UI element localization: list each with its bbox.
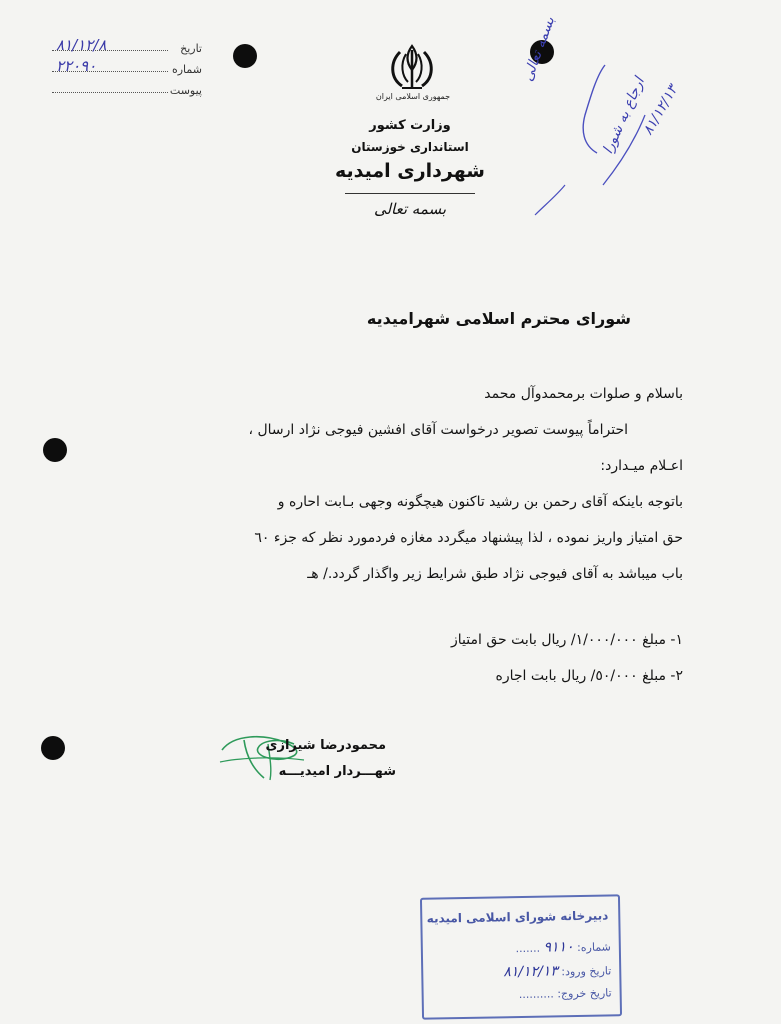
stamp-entry-label: تاریخ ورود: <box>561 964 612 979</box>
emblem-caption: جمهوری اسلامی ایران <box>375 92 451 101</box>
date-value: ۸۱/۱۲/۸ <box>56 36 107 54</box>
attachment-label: پیوست <box>169 84 202 97</box>
signatory-title: شهـــردار امیدیـــه <box>278 764 396 779</box>
body-line: اعـلام میـدارد: <box>600 458 683 474</box>
body-line: باتوجه باینکه آقای رحمن بن رشید تاکنون هیچگونه وجهی بـابت احاره و <box>277 494 683 510</box>
punch-hole <box>41 736 65 760</box>
item-line: ٢- مبلغ ٥٠/٠٠٠/ ریال بابت اجاره <box>495 668 683 684</box>
item-line: ١- مبلغ ١/٠٠٠/٠٠٠/ ریال بابت حق امتیاز <box>451 632 683 648</box>
stamp-entry-row <box>503 962 611 980</box>
header-divider <box>345 193 475 194</box>
greeting-line: باسلام و صلوات برمحمدوآل محمد <box>484 386 683 402</box>
governorate-name: استانداری خوزستان <box>351 140 469 154</box>
number-row <box>52 57 202 84</box>
letter-meta <box>52 36 202 105</box>
stamp-number-label: شماره: <box>577 940 611 955</box>
header-motto: بسمه تعالی <box>373 200 447 218</box>
number-label: شماره <box>171 63 202 76</box>
stamp-number-value: ۹۱۱۰ <box>543 939 574 956</box>
signatory-name: محمودرضا شیرازی <box>265 738 386 753</box>
stamp-number-row: شماره: ۹۱۱۰ ....... <box>515 939 611 956</box>
number-value: ۲۲۰۹۰ <box>56 57 97 75</box>
margin-note-line-1: بسمه تعالی <box>520 14 559 84</box>
date-label: تاریخ <box>180 42 202 55</box>
punch-hole <box>233 44 257 68</box>
council-reception-stamp <box>420 894 622 1019</box>
ministry-name: وزارت کشور <box>369 118 451 133</box>
municipality-name: شهرداری امیدیه <box>335 160 485 182</box>
recipient-title: شورای محترم اسلامی شهرامیدیه <box>366 309 631 328</box>
stamp-title: دبیرخانه شورای اسلامی امیدیه <box>426 908 609 926</box>
punch-hole <box>43 438 67 462</box>
stamp-entry-value: ۸۱/۱۲/۱۳ <box>503 963 558 981</box>
body-line: باب میباشد به آقای فیوجی نژاد طبق شرایط زیر واگذار گردد./ هـ <box>307 566 683 582</box>
attachment-row <box>52 84 202 105</box>
margin-note-line-2: ارجاع به شورا <box>600 75 648 157</box>
body-line: حق امتیاز واریز نموده ، لذا پیشنهاد میگردد مغازه فردمورد نظر که جزء ٦٠ <box>254 530 683 546</box>
stamp-exit-label: تاریخ خروج: <box>557 986 612 1001</box>
stamp-exit-row: تاریخ خروج: .......... <box>518 986 612 1002</box>
body-line: احتراماً پیوست تصویر درخواست آقای افشین فیوجی نژاد ارسال ، <box>248 422 628 438</box>
margin-note-line-3: ۸۱/۱۲/۱۳ <box>640 82 682 138</box>
